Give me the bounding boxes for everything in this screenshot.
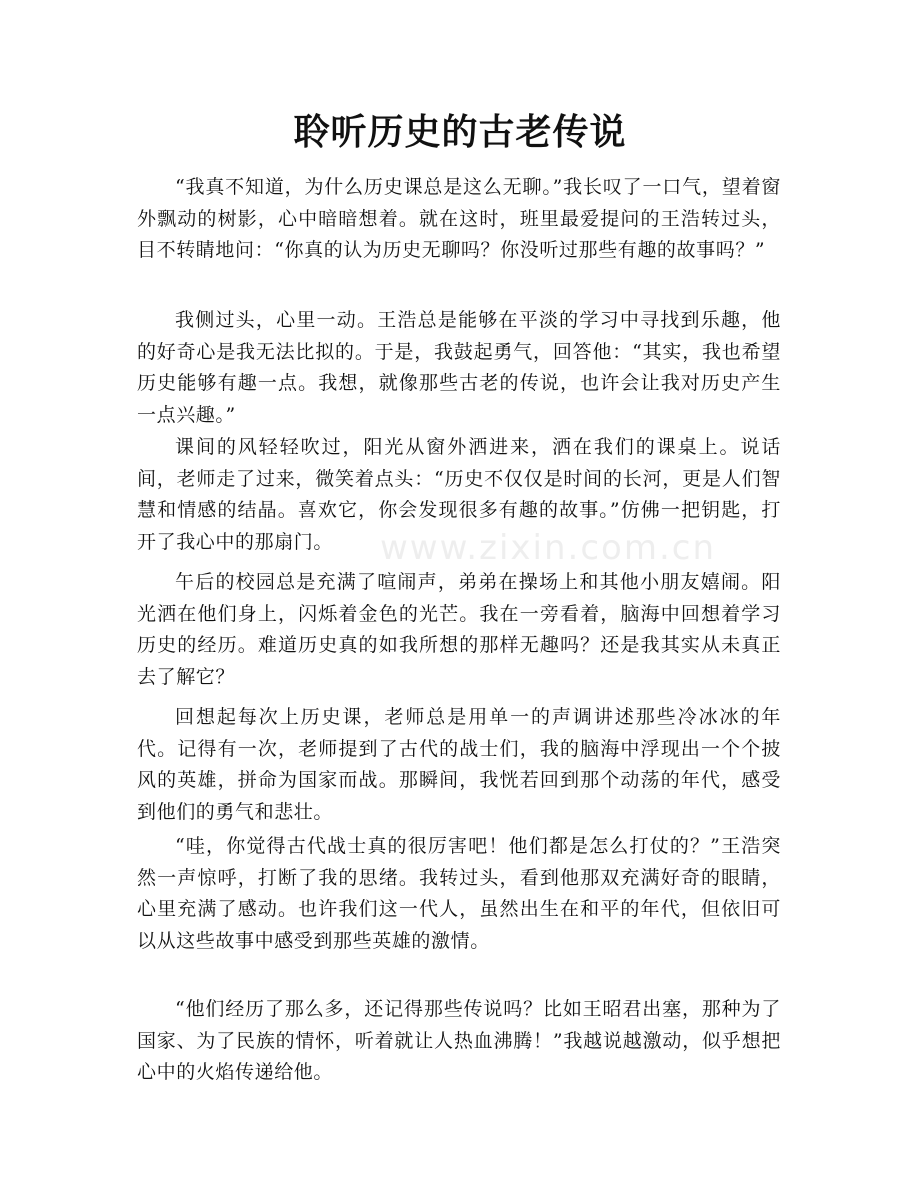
paragraph: 课间的风轻轻吹过，阳光从窗外洒进来，洒在我们的课桌上。说话间，老师走了过来，微笑着点头：“历史不仅仅是时间的长河，更是人们智慧和情感的结晶。喜欢它，你会发现很多有趣的故事。”仿佛一把钥匙，打开了我心中的那扇门。 (137, 436, 781, 553)
paragraph: 午后的校园总是充满了喧闹声，弟弟在操场上和其他小朋友嬉闹。阳光洒在他们身上，闪烁着金色的光芒。我在一旁看着，脑海中回想着学习历史的经历。难道历史真的如我所想的那样无趣吗？还是我其实从未真正去了解它？ (137, 571, 781, 688)
paragraph: “我真不知道，为什么历史课总是这么无聊。”我长叹了一口气，望着窗外飘动的树影，心中暗暗想着。就在这时，班里最爱提问的王浩转过头，目不转睛地问：“你真的认为历史无聊吗？你没听过那些有趣的故事吗？” (137, 176, 781, 261)
paragraph: 回想起每次上历史课，老师总是用单一的声调讲述那些冷冰冰的年代。记得有一次，老师提到了古代的战士们，我的脑海中浮现出一个个披风的英雄，拼命为国家而战。那瞬间，我恍若回到那个动荡的年代，感受到他们的勇气和悲壮。 (137, 706, 781, 823)
paragraph: “他们经历了那么多，还记得那些传说吗？比如王昭君出塞，那种为了国家、为了民族的情怀，听着就让人热血沸腾！”我越说越激动，似乎想把心中的火焰传递给他。 (137, 998, 781, 1083)
document-title: 聆听历史的古老传说 (293, 112, 627, 153)
paragraph: 我侧过头，心里一动。王浩总是能够在平淡的学习中寻找到乐趣，他的好奇心是我无法比拟的。于是，我鼓起勇气，回答他：“其实，我也希望历史能够有趣一点。我想，就像那些古老的传说，也许会让我对历史产生一点兴趣。” (137, 309, 781, 426)
watermark: www.zixin.com.cn (380, 528, 716, 568)
paragraph: “哇，你觉得古代战士真的很厉害吧！他们都是怎么打仗的？”王浩突然一声惊呼，打断了我的思绪。我转过头，看到他那双充满好奇的眼睛，心里充满了感动。也许我们这一代人，虽然出生在和平的年代，但依旧可以从这些故事中感受到那些英雄的激情。 (137, 835, 781, 952)
